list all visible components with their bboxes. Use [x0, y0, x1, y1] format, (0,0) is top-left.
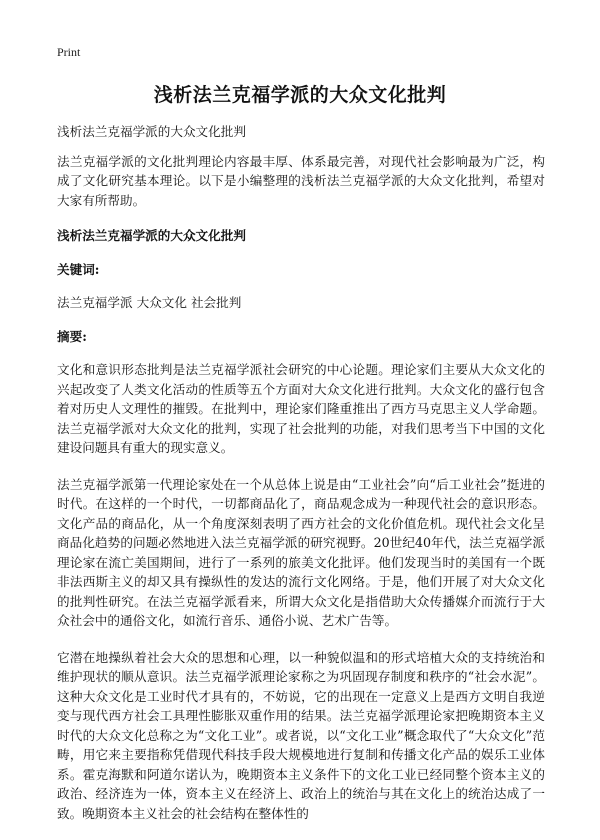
- print-label: Print: [57, 45, 81, 59]
- body-paragraph-3: 它潜在地操纵着社会大众的思想和心理，以一种貌似温和的形式培植大众的支持统治和维护现状的顺从意识。法兰克福学派理论家称之为巩固现存制度和秩序的“社会水泥”。这种大众文化是工业时代才具有的，不妨说，它的出现在一定意义上是西方文明自我逆变与现代西方社会工具理性膨胀双重作用的结果。法兰克福学派理论家把晚期资本主义时代的大众文化总称之为“文化工业”。或者说，以“文化工业”概念取代了“大众文化”范畴，用它来主要指称凭借现代科技手段大规模地进行复制和传播文化产品的娱乐工业体系。霍克海默和阿道尔诺认为，晚期资本主义条件下的文化工业已经同整个资本主义的政治、经济连为一体，资本主义在经济上、政治上的统治与其在文化上的统治达成了一致。晚期资本主义社会的社会结构在整体性的: [57, 649, 545, 821]
- body-paragraph-1: 文化和意识形态批判是法兰克福学派社会研究的中心论题。理论家们主要从大众文化的兴起改变了人类文化活动的性质等五个方面对大众文化进行批判。大众文化的盛行包含着对历史人文理性的摧毁。在批判中，理论家们隆重推出了西方马克思主义人学命题。法兰克福学派对大众文化的批判，实现了社会批判的功能，对我们思考当下中国的文化建设问题具有重大的现实意义。: [57, 362, 545, 455]
- keywords-text: 法兰克福学派 大众文化 社会批判: [57, 295, 242, 310]
- body-paragraph-2: 法兰克福学派第一代理论家处在一个从总体上说是由“工业社会”向“后工业社会”挺进的时代。在这样的一个时代，一切都商品化了，商品观念成为一种现代社会的意识形态。文化产品的商品化，从一个角度深刻表明了西方社会的文化价值危机。现代社会文化呈商品化趋势的问题必然地进入法兰克福学派的研究视野。20世纪40年代，法兰克福学派理论家在流亡美国期间，进行了一系列的旅美文化批评。他们发现当时的美国有一个既非法西斯主义的却又具有操纵性的发达的流行文化网络。于是，他们开展了对大众文化的批判性研究。在法兰克福学派看来，所谓大众文化是指借助大众传播媒介而流行于大众社会中的通俗文化，如流行音乐、通俗小说、艺术广告等。: [57, 476, 545, 628]
- keywords-label: 关键词:: [57, 261, 100, 277]
- intro-paragraph: 法兰克福学派的文化批判理论内容最丰厚、体系最完善，对现代社会影响最为广泛，构成了文化研究基本理论。以下是小编整理的浅析法兰克福学派的大众文化批判，希望对大家有所帮助。: [57, 153, 545, 208]
- abstract-label: 摘要:: [57, 328, 87, 344]
- document-subtitle: 浅析法兰克福学派的大众文化批判: [57, 124, 246, 139]
- section-heading: 浅析法兰克福学派的大众文化批判: [57, 228, 246, 243]
- document-body: [57, 122, 545, 840]
- page-title: 浅析法兰克福学派的大众文化批判: [153, 84, 447, 106]
